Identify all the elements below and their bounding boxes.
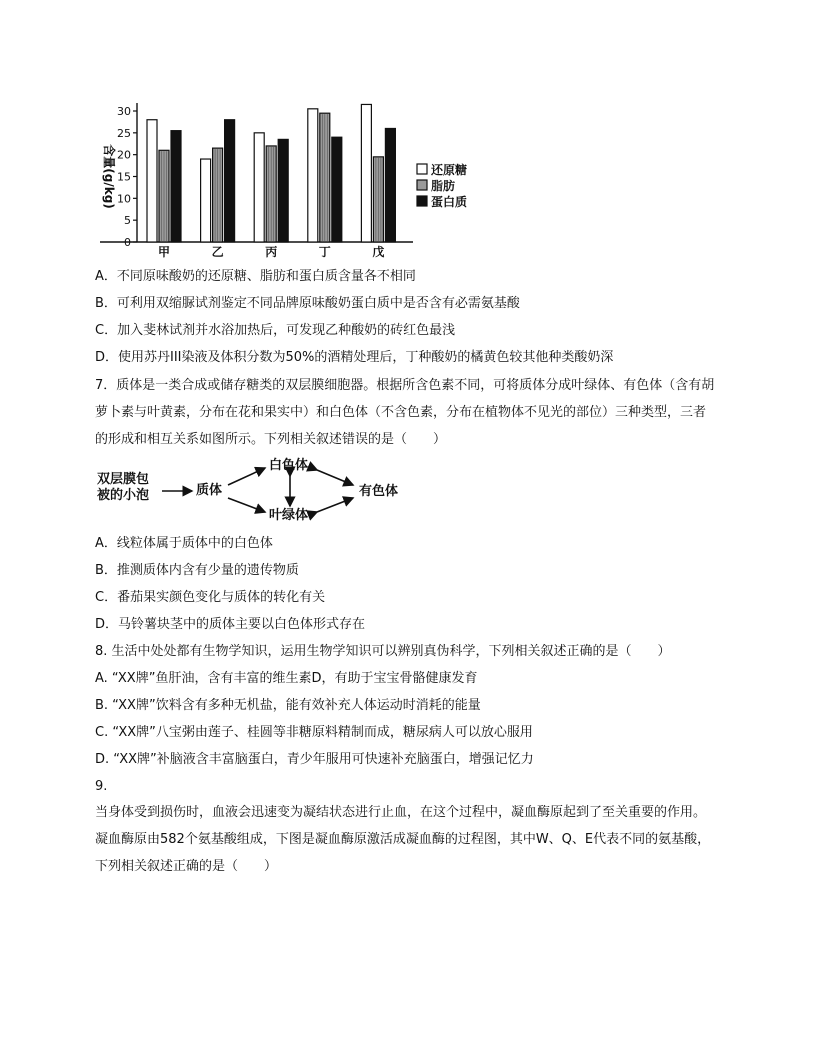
plastid-diagram bbox=[95, 458, 415, 528]
q7-option-b: B．推测质体内含有少量的遗传物质 bbox=[95, 563, 299, 578]
x-tick-label: 戊 bbox=[372, 245, 385, 259]
bar-white-1 bbox=[201, 159, 211, 242]
q6-option-c: C．加入斐林试剂并水浴加热后，可发现乙种酸奶的砖红色最浅 bbox=[95, 323, 456, 338]
x-tick-label: 丁 bbox=[318, 245, 331, 259]
legend-swatch-gray bbox=[417, 180, 427, 190]
y-tick-label: 15 bbox=[117, 170, 131, 184]
q8-stem: 8. 生活中处处都有生物学知识，运用生物学知识可以辨别真伪科学，下列相关叙述正确的是（ ） bbox=[95, 644, 671, 659]
bar-white-2 bbox=[254, 133, 264, 242]
legend-swatch-white bbox=[417, 164, 427, 174]
arrow-chloroplast-chromoplast bbox=[317, 498, 353, 512]
vesicle-label-line1: 双层膜包 bbox=[97, 472, 150, 487]
x-tick-label: 甲 bbox=[157, 245, 171, 259]
x-tick-label: 丙 bbox=[265, 245, 278, 259]
bar-black-4 bbox=[385, 128, 395, 242]
bar-black-1 bbox=[225, 120, 235, 242]
y-tick-label: 10 bbox=[117, 192, 131, 206]
legend-label: 蛋白质 bbox=[431, 195, 468, 209]
arrow-plastid-to-chloroplast bbox=[228, 498, 265, 512]
legend-label: 还原糖 bbox=[431, 163, 468, 177]
y-tick-label: 0 bbox=[124, 236, 131, 249]
q8-option-d: D. “XX牌”补脑液含丰富脑蛋白，青少年服用可快速补充脑蛋白，增强记忆力 bbox=[95, 752, 534, 767]
y-tick-label: 25 bbox=[117, 126, 131, 140]
q9-number: 9. bbox=[95, 779, 108, 794]
vesicle-label bbox=[97, 472, 149, 504]
q7-option-a: A．线粒体属于质体中的白色体 bbox=[95, 536, 273, 551]
x-tick-label: 乙 bbox=[211, 245, 224, 259]
y-tick-label: 20 bbox=[117, 148, 131, 162]
q7-option-c: C．番茄果实颜色变化与质体的转化有关 bbox=[95, 590, 326, 605]
bar-white-4 bbox=[361, 104, 371, 242]
bar-black-3 bbox=[332, 137, 342, 242]
q8-option-a: A. “XX牌”鱼肝油，含有丰富的维生素D，有助于宝宝骨骼健康发育 bbox=[95, 671, 478, 686]
chart-bars bbox=[147, 104, 395, 242]
q6-option-a: A．不同原味酸奶的还原糖、脂肪和蛋白质含量各不相同 bbox=[95, 269, 416, 284]
legend-swatch-black bbox=[417, 196, 427, 206]
arrow-plastid-to-leucoplast bbox=[228, 468, 265, 485]
q6-option-b: B．可利用双缩脲试剂鉴定不同品牌原味酸奶蛋白质中是否含有必需氨基酸 bbox=[95, 296, 520, 311]
bar-black-2 bbox=[278, 139, 288, 242]
y-tick-label: 5 bbox=[124, 214, 131, 228]
arrow-leucoplast-chromoplast bbox=[317, 470, 353, 485]
vesicle-label-line2: 被的小泡 bbox=[97, 488, 150, 503]
nutrient-bar-chart bbox=[95, 92, 485, 262]
leucoplast-label: 白色体 bbox=[269, 458, 309, 473]
bar-white-0 bbox=[147, 120, 157, 242]
y-axis-label: 含量(g/kg) bbox=[102, 144, 116, 209]
y-tick-label: 30 bbox=[117, 105, 131, 118]
chart-legend bbox=[417, 162, 467, 209]
q8-option-b: B. “XX牌”饮料含有多种无机盐，能有效补充人体运动时消耗的能量 bbox=[95, 698, 481, 713]
q6-option-d: D．使用苏丹III染液及体积分数为50%的酒精处理后，丁种酸奶的橘黄色较其他种类酸奶深 bbox=[95, 350, 614, 365]
legend-label: 脂肪 bbox=[431, 179, 456, 193]
bar-white-3 bbox=[308, 109, 318, 242]
plastid-label: 质体 bbox=[196, 483, 223, 498]
q7-option-d: D．马铃薯块茎中的质体主要以白色体形式存在 bbox=[95, 617, 366, 632]
chloroplast-label: 叶绿体 bbox=[269, 508, 309, 523]
bar-black-0 bbox=[171, 131, 181, 242]
q7-stem: 7．质体是一类合成或储存糖类的双层膜细胞器。根据所含色素不同，可将质体分成叶绿体、有色体（含有胡萝卜素与叶黄素，分布在花和果实中）和白色体（不含色素，分布在植物体不见光的部位）三种类型，三者的形成和相互关系如图所示。下列相关叙述错误的是（ ） bbox=[95, 378, 715, 447]
q8-option-c: C. “XX牌”八宝粥由莲子、桂圆等非糖原料精制而成，糖尿病人可以放心服用 bbox=[95, 725, 533, 740]
q9-stem: 当身体受到损伤时，血液会迅速变为凝结状态进行止血，在这个过程中，凝血酶原起到了至关重要的作用。凝血酶原由582个氨基酸组成，下图是凝血酶原激活成凝血酶的过程图，其中W、Q、E代表不同的氨基酸，下列相关叙述正确的是（ ） bbox=[95, 805, 711, 874]
chromoplast-label: 有色体 bbox=[359, 484, 399, 499]
